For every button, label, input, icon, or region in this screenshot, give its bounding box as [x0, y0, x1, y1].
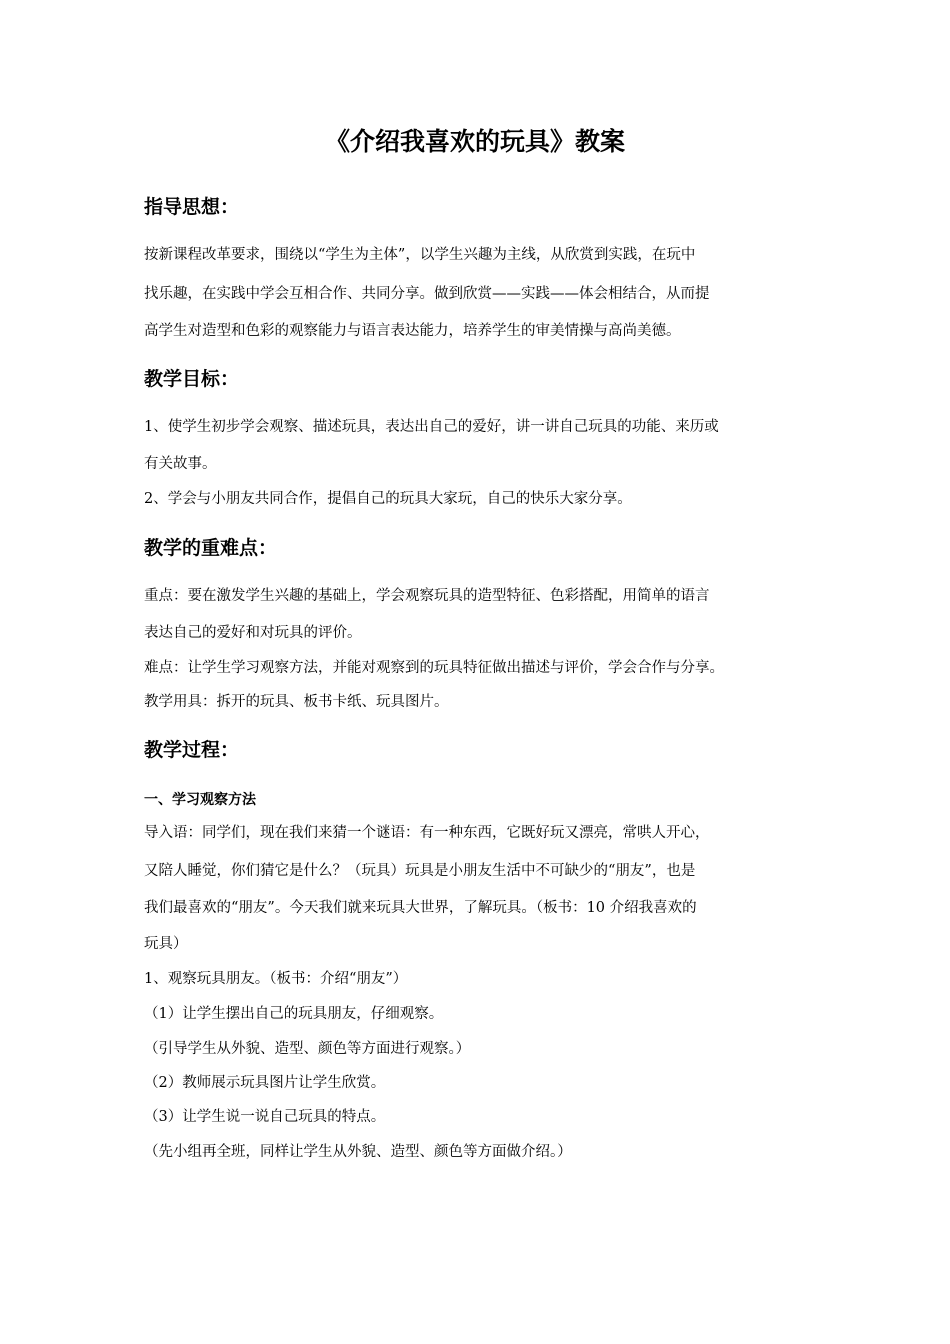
document-title: 《介绍我喜欢的玩具》教案 [324, 127, 625, 156]
paragraph-line: 重点：要在激发学生兴趣的基础上，学会观察玩具的造型特征、色彩搭配，用简单的语言 [144, 588, 710, 604]
section-heading-key-points: 教学的重难点： [144, 537, 278, 559]
paragraph-line: 高学生对造型和色彩的观察能力与语言表达能力，培养学生的审美情操与高尚美德。 [144, 323, 681, 339]
paragraph-line: （3）让学生说一说自己玩具的特点。 [144, 1109, 386, 1125]
paragraph-line: 表达自己的爱好和对玩具的评价。 [144, 625, 362, 641]
paragraph-line: 2、学会与小朋友共同合作，提倡自己的玩具大家玩，自己的快乐大家分享。 [144, 491, 632, 507]
paragraph-line: 教学用具：拆开的玩具、板书卡纸、玩具图片。 [144, 694, 449, 710]
paragraph-line: （1）让学生摆出自己的玩具朋友，仔细观察。 [144, 1006, 444, 1022]
paragraph-line: 有关故事。 [144, 456, 217, 472]
paragraph-line: （2）教师展示玩具图片让学生欣赏。 [144, 1075, 386, 1091]
paragraph-line: 又陪人睡觉，你们猜它是什么？（玩具）玩具是小朋友生活中不可缺少的“朋友”，也是 [144, 863, 696, 879]
paragraph-line: 1、使学生初步学会观察、描述玩具，表达出自己的爱好，讲一讲自己玩具的功能、来历或 [144, 419, 719, 435]
paragraph-line: 找乐趣，在实践中学会互相合作、共同分享。做到欣赏——实践——体会相结合，从而提 [144, 286, 710, 302]
paragraph-line: 玩具） [144, 936, 188, 952]
paragraph-line: 导入语：同学们，现在我们来猜一个谜语：有一种东西，它既好玩又漂亮，常哄人开心， [144, 825, 710, 841]
paragraph-line: 按新课程改革要求，围绕以“学生为主体”，以学生兴趣为主线，从欣赏到实践，在玩中 [144, 247, 696, 263]
paragraph-line: 我们最喜欢的“朋友”。今天我们就来玩具大世界，了解玩具。（板书：10 介绍我喜欢的 [144, 900, 697, 916]
section-heading-guiding-thought: 指导思想： [144, 196, 240, 218]
paragraph-line: 难点：让学生学习观察方法，并能对观察到的玩具特征做出描述与评价，学会合作与分享。 [144, 660, 724, 676]
subsection-heading: 一、学习观察方法 [144, 792, 256, 808]
paragraph-line: （引导学生从外貌、造型、颜色等方面进行观察。） [144, 1041, 471, 1057]
paragraph-line: 1、观察玩具朋友。（板书：介绍“朋友”） [144, 971, 408, 987]
section-heading-process: 教学过程： [144, 739, 240, 761]
section-heading-objectives: 教学目标： [144, 368, 240, 390]
paragraph-line: （先小组再全班，同样让学生从外貌、造型、颜色等方面做介绍。） [144, 1144, 572, 1160]
